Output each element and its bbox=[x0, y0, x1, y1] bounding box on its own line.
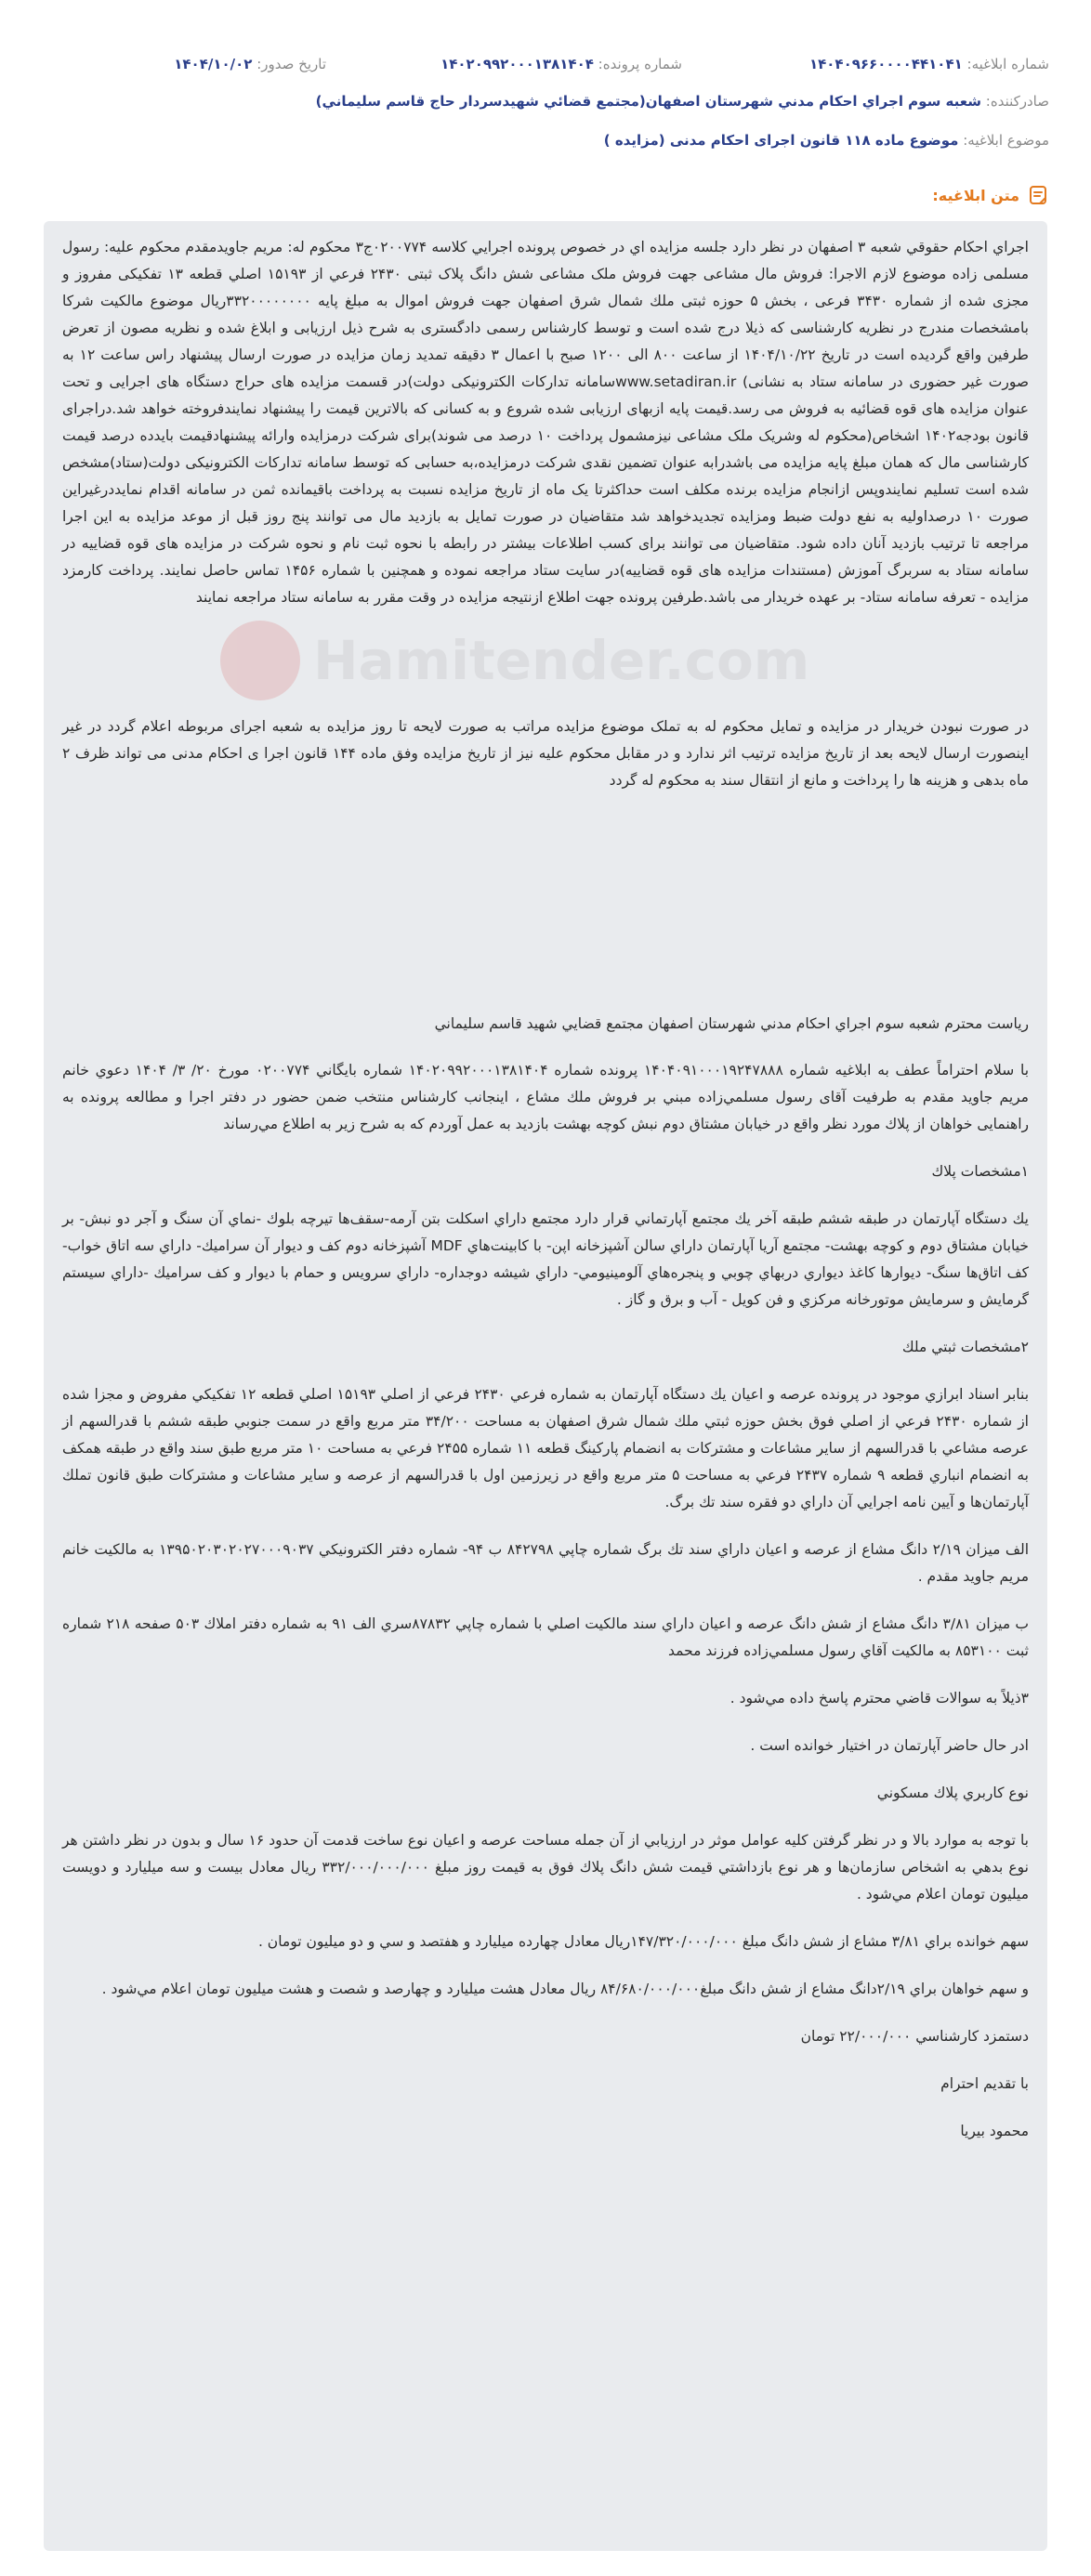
issue-date-value: ۱۴۰۴/۱۰/۰۲ bbox=[174, 56, 253, 72]
meta-row-subject bbox=[42, 130, 1049, 150]
notice-text-heading bbox=[932, 184, 1049, 206]
notice-number-value: ۱۴۰۴۰۹۶۶۰۰۰۰۴۴۱۰۴۱ bbox=[808, 56, 963, 72]
report-paragraph: سهم خوانده براي ۳/۸۱ مشاع از شش دانگ مبلغ ۱۴۷/۳۲۰/۰۰۰/۰۰۰ريال معادل چهارده ميليارد و هفتصد و سي و دو ميليون تومان . bbox=[257, 1933, 1029, 1950]
report-paragraph: بنابر اسناد ابرازي موجود در پرونده عرصه و اعيان يك دستگاه آپارتمان به شماره فرعي ۲۴۳۰ فرعي از اصلي ۱۵۱۹۳ اصلي قطعه ۱۲ تفكيكي مفروض و مجزا شده از شماره ۲۴۳۰ فرعي از اصلي فوق بخش حوزه ثبتي ملك شمال شرق اصفهان به مساحت ۳۴/۲۰۰ متر مربع واقع در سمت جنوبي طبقه ششم با قدرالسهم از عرصه مشاعي با قدرالسهم از ساير مشاعات و مشتركات به انضمام پاركينگ قطعه ۱۱ شماره ۲۴۵۵ فرعي به مساحت ۱۰ متر مربع طبق سند واقع در طبقه همكف به انضمام انباري قطعه ۹ شماره ۲۴۳۷ فرعي به مساحت ۵ متر مربع واقع در زيرزمين اول با قدرالسهم از عرصه و ساير مشاعات و مشتركات طبق قانون تملك آپارتمان‌ها و آيين نامه اجرايي آن داراي دو فقره سند تك برگ. bbox=[62, 1386, 1030, 1510]
report-paragraph: ادر حال حاضر آپارتمان در اختيار خوانده است . bbox=[750, 1737, 1029, 1754]
report-paragraph: نوع كاربري پلاك مسكوني bbox=[876, 1785, 1029, 1801]
document-icon bbox=[1027, 184, 1049, 206]
report-paragraph: دستمزد كارشناسي ۲۲/۰۰۰/۰۰۰ تومان bbox=[800, 2028, 1029, 2045]
report-paragraph: با توجه به موارد بالا و در نظر گرفتن كليه عوامل موثر در ارزيابي از آن جمله مساحت عرصه و اعيان نوع ساخت قدمت آن حدود ۱۶ سال و بدون در نظر داشتن هر نوع بدهي به اشخاص سازمان‌ها و هر نوع بازداشتي قيمت شش دانگ پلاك فوق به قيمت روز مبلغ ۳۳۲/۰۰۰/۰۰۰/۰۰۰ ريال معادل بيست و سه ميليارد و دويست ميليون تومان اعلام مي‌شود . bbox=[62, 1832, 1029, 1903]
report-paragraph: يك دستگاه آپارتمان در طبقه ششم طبقه آخر يك مجتمع آپارتماني قرار دارد مجتمع داراي اسكلت بتن آرمه-سقف‌ها تيرچه بلوك -نماي آن سنگ و آجر دو نبش- بر خيابان مشتاق دوم و كوچه بهشت- مجتمع آريا آپارتمان داراي سالن آشپزخانه اپن- با كابينت‌هاي MDF آشپزخانه دوم كف و ديوار آن سراميك- داراي سه اتاق خواب- كف اتاق‌ها سنگ- ديوارها كاغذ ديواري دربهاي چوبي و پنجره‌هاي آلومينيومي- داراي شيشه دوجداره- داراي سرويس و حمام با ديوار و كف سراميك -داراي سيستم گرمايش و سرمايش موتورخانه مركزي و فن كويل - آب و برق و گاز . bbox=[62, 1210, 1030, 1308]
meta-row-issuer bbox=[42, 91, 1049, 111]
issuer-value: شعبه سوم اجراي احكام مدني شهرستان اصفهان(مجتمع قضائي شهيدسردار حاج قاسم سليماني) bbox=[315, 93, 981, 110]
notice-paragraph-2: در صورت نبودن خریدار در مزایده و تمایل محکوم له به تملک موضوع مزایده مراتب به صورت لایحه تا روز مزایده به شعبه اجرای مربوطه اعلام گردد در غیر اینصورت ارسال لایحه بعد از تاریخ مزایده ترتیب اثر ندارد و در مقابل محکوم علیه نیز از تاریخ مزایده وفق ماده ۱۴۴ قانون اجرا ی احکام مدنی می تواند ظرف ۲ ماه بدهی و هزینه ها را پرداخت و مانع از انتقال سند به محکوم له گردد bbox=[62, 718, 1029, 789]
case-number-label: شماره پرونده: bbox=[598, 56, 682, 72]
watermark-logo-icon bbox=[220, 621, 300, 700]
report-closing: با تقديم احترام bbox=[940, 2075, 1029, 2092]
notice-text-title: متن ابلاغیه: bbox=[932, 186, 1019, 204]
expert-report bbox=[62, 1057, 1029, 2145]
issue-date-label: تاریخ صدور: bbox=[256, 56, 326, 72]
report-heading: ۱مشخصات پلاك bbox=[931, 1163, 1029, 1180]
report-paragraph: ب ميزان ۳/۸۱ دانگ مشاع از شش دانگ عرصه و اعيان داراي سند مالكيت اصلي با شماره چاپي ۸۷۸۳۲سري الف ۹۱ به شماره دفتر املاك ۵۰۳ صفحه ۲۱۸ شماره ثبت ۸۵۳۱۰۰ به مالكيت آقاي رسول مسلمي‌زاده فرزند محمد bbox=[62, 1615, 1029, 1659]
report-signature: محمود بيريا bbox=[960, 2123, 1029, 2139]
report-title: رياست محترم شعبه سوم اجراي احكام مدني شهرستان اصفهان مجتمع قضايي شهيد قاسم سليماني bbox=[434, 1015, 1029, 1032]
report-paragraph: با سلام احتراماً عطف به ابلاغیه شماره ۱۴۰۴۰۹۱۰۰۰۱۹۲۴۷۸۸۸ پرونده شماره ۱۴۰۲۰۹۹۲۰۰۰۱۳۸۱۴۰۴ شماره بايگاني ۰۲۰۰۷۷۴ مورخ ۲۰/ ۳/ ۱۴۰۴ دعوي خانم مریم جاوید مقدم به طرفیت آقای رسول مسلمي‌زاده مبني بر فروش ملك مشاع ، اينجانب كارشناس منتخب ضمن حضور در دفتر اجرا و مطالعه پرونده به راهنمایی خواهان از پلاك مورد نظر واقع در خيابان مشتاق دوم نبش كوچه بهشت بازديد به عمل آوردم كه به شرح زير به اطلاع مي‌رساند bbox=[62, 1062, 1030, 1132]
notice-number-label: شماره ابلاغیه: bbox=[966, 56, 1049, 72]
issuer-label: صادرکننده: bbox=[985, 93, 1049, 110]
report-paragraph: و سهم خواهان براي ۲/۱۹دانگ مشاع از شش دانگ مبلغ۸۴/۶۸۰/۰۰۰/۰۰۰ ريال معادل هشت ميليارد و چهارصد و شصت و هشت ميليون تومان اعلام مي‌شود . bbox=[101, 1981, 1029, 1997]
watermark-text: Hamitender.com bbox=[313, 629, 810, 692]
report-heading: ۲مشخصات ثبتي ملك bbox=[901, 1339, 1029, 1355]
subject-label: موضوع ابلاغیه: bbox=[963, 132, 1049, 149]
notice-paragraph-1: اجراي احكام حقوقي شعبه ۳ اصفهان در نظر دارد جلسه مزايده اي در خصوص پرونده اجرايي كلاسه ۰۲۰۰۷۷۴ج۳ محکوم له: مریم جاویدمقدم محکوم علیه: رسول مسلمی زاده موضوع لازم الاجرا: فروش مال مشاعی جهت فروش ملک مشاعی شش دانگ پلاک ثبتی ۲۴۳۰ فرعي از ۱۵۱۹۳ اصلي قطعه ۱۳ تفکیکی مفروز و مجزی شده از شماره ۳۴۳۰ فرعی ، بخش ۵ حوزه ثبتی ملك شمال شرق اصفهان جهت فروش اموال به مبلغ پایه ۳۳۲۰۰۰۰۰۰۰۰ريال موضوع مالکیت شرکا بامشخصات مندرج در نظریه کارشناسی که ذیلا درج شده است و توسط کارشناس رسمی دادگستری به شرح ذیل ارزیابی و ابلاغ شده و نظریه مصون از تعرض طرفین واقع گردیده است در تاریخ ۱۴۰۴/۱۰/۲۲ از ساعت ۸۰۰ الی ۱۲۰۰ صبح با اعمال ۳ دقیقه تمدید زمان مزایده در صورت ارسال پیشنهاد راس ساعت ۱۲ به صورت غیر حضوری در سامانه ستاد به نشانی) www.setadiran.irسامانه تدارکات الکترونیکی دولت)در قسمت مزایده های حراج دستگاه های اجرایی و تحت عنوان مزایده های قوه قضائیه به فروش می رسد.قیمت پایه ازبهای ارزیابی شده شروع و به کسانی که بالاترین قیمت را پیشنهاد نمایندفروخته خواهد شد.دراجرای قانون بودجه۱۴۰۲ اشخاص(محکوم له وشریک ملک مشاعی نیزمشمول پرداخت ۱۰ درصد می شوند)برای شرکت درمزایده وارائه پیشنهادقیمت بایدده درصد قیمت کارشناسی مال که همان مبلغ پایه مزایده می باشدرابه عنوان تضمین نقدی شرکت درمزایده،به حسابی که توسط سامانه تدارکات الکترونیکی دولت(ستاد)مشخص شده است تسلیم نمایندوپس ازانجام مزایده برنده مکلف است حداکثرتا یک ماه از تاریخ مزایده نسبت به پرداخت باقیمانده ثمن در سامانه اقدام نمایددرغیراین صورت ۱۰ درصداولیه به نفع دولت ضبط ومزایده تجدیدخواهد شد متقاضیان در صورت تمایل به بازدید مال می توانند پنج روز قبل از موعد مزایده به این اجرا مراجعه تا ترتیب بازدید آنان داده شود. متقاضیان می توانند برای کسب اطلاعات بیشتر در رابطه با نحوه ثبت نام و نحوه شرکت در مزایده های قوه قضاییه در سامانه ستاد به سربرگ آموزش (مستندات مزایده های قوه قضاییه)در سایت ستاد مراجعه نموده و همچنین با شماره ۱۴۵۶ تماس حاصل نمایند. پرداخت کارمزد مزایده - تعرفه سامانه ستاد- بر عهده خریدار می باشد.طرفین پرونده جهت اطلاع ازنتیجه مزایده در وقت مقرر به سامانه ستاد مراجعه نمایند bbox=[62, 239, 1030, 606]
case-number-value: ۱۴۰۲۰۹۹۲۰۰۰۱۳۸۱۴۰۴ bbox=[440, 56, 594, 72]
notice-content-box bbox=[44, 221, 1047, 2551]
issue-date bbox=[174, 54, 326, 74]
case-number bbox=[440, 54, 682, 74]
report-paragraph: ۳ذيلاً به سوالات قاضي محترم پاسخ داده مي‌شود . bbox=[730, 1690, 1029, 1706]
notice-number bbox=[809, 54, 1049, 74]
subject-value: موضوع ماده ۱۱۸ قانون اجرای احکام مدنی (مزایده ) bbox=[603, 132, 959, 149]
report-paragraph: الف ميزان ۲/۱۹ دانگ مشاع از عرصه و اعيان داراي سند تك برگ شماره چاپي ۸۴۲۷۹۸ ب ۹۴- شماره دفتر الكترونيكي ۱۳۹۵۰۲۰۳۰۲۰۲۷۰۰۰۹۰۳۷ به مالكيت خانم مريم جاويد مقدم . bbox=[62, 1541, 1030, 1585]
watermark bbox=[220, 621, 809, 700]
